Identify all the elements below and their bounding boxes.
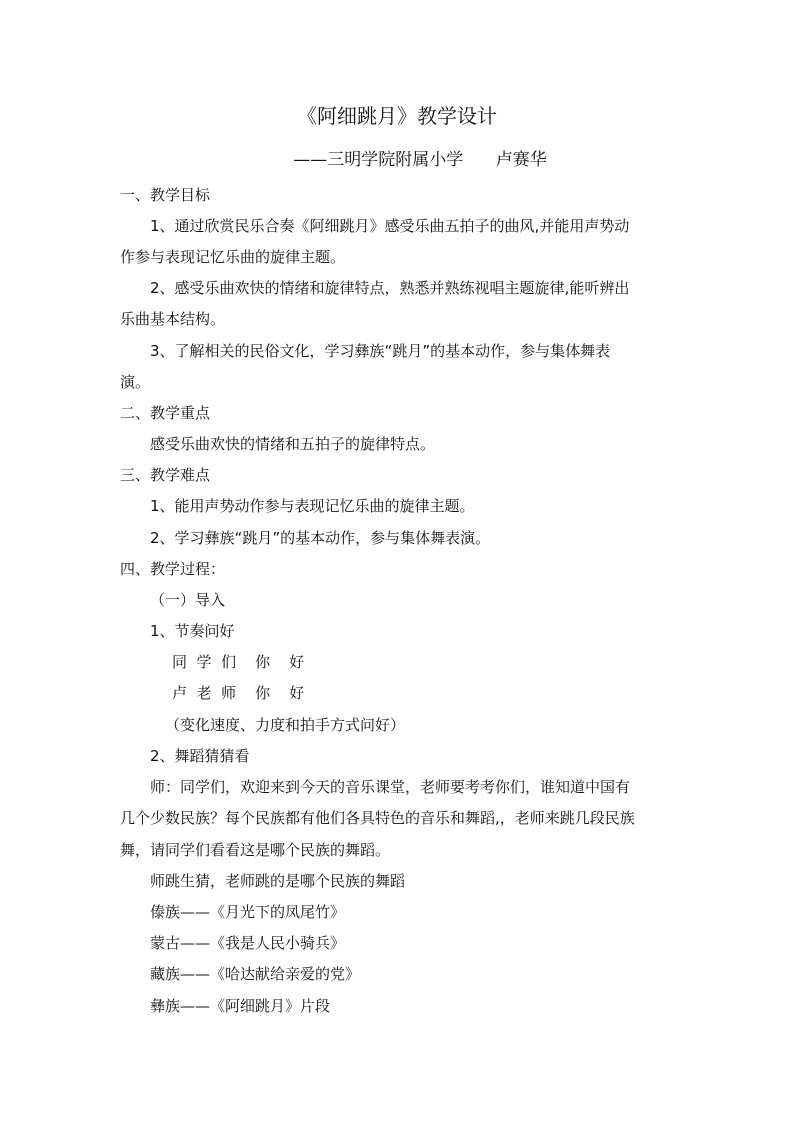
subsection-intro: （一）导入 (150, 591, 226, 609)
dance-item: 彝族——《阿细跳月》片段 (150, 997, 331, 1015)
section-heading-objectives: 一、教学目标 (120, 186, 211, 204)
objective-1-line-2: 作参与表现记忆乐曲的旋律主题。 (120, 248, 346, 266)
section-heading-process: 四、教学过程： (120, 560, 226, 578)
difficulty-2: 2、学习彝族“跳月”的基本动作，参与集体舞表演。 (150, 529, 491, 547)
document-title: 《阿细跳月》教学设计 (297, 104, 497, 128)
teacher-speech-line-2: 几个少数民族？每个民族都有他们各具特色的音乐和舞蹈,，老师来跳几段民族 (120, 809, 635, 827)
step-rhythm-greeting: 1、节奏问好 (150, 622, 235, 640)
section-heading-key-points: 二、教学重点 (120, 404, 211, 422)
difficulty-1: 1、能用声势动作参与表现记忆乐曲的旋律主题。 (150, 497, 475, 515)
dance-item: 蒙古——《我是人民小骑兵》 (150, 934, 346, 952)
objective-1-line-1: 1、通过欣赏民乐合奏《阿细跳月》感受乐曲五拍子的曲风,并能用声势动 (150, 217, 630, 235)
dance-guess-instruction: 师跳生猜，老师跳的是哪个民族的舞蹈 (150, 872, 406, 890)
section-heading-difficulties: 三、教学难点 (120, 466, 211, 484)
dance-item: 傣族——《月光下的凤尾竹》 (150, 903, 346, 921)
objective-2-line-1: 2、感受乐曲欢快的情绪和旋律特点，熟悉并熟练视唱主题旋律,能听辨出 (150, 279, 630, 297)
dance-item: 藏族——《哈达献给亲爱的党》 (150, 965, 361, 983)
step-dance-guess: 2、舞蹈猜猜看 (150, 747, 250, 765)
teacher-speech-line-3: 舞，请同学们看看这是哪个民族的舞蹈。 (120, 841, 391, 859)
document-subtitle-author: ——三明学院附属小学 卢赛华 (293, 150, 547, 170)
greeting-line-1: 同 学 们 你 好 (172, 653, 305, 671)
objective-3-line-2: 演。 (120, 373, 151, 391)
teacher-speech-line-1: 师：同学们，欢迎来到今天的音乐课堂，老师要考考你们，谁知道中国有 (150, 778, 631, 796)
objective-2-line-2: 乐曲基本结构。 (120, 310, 226, 328)
key-point-text: 感受乐曲欢快的情绪和五拍子的旋律特点。 (150, 435, 436, 453)
objective-3-line-1: 3、了解相关的民俗文化，学习彝族“跳月”的基本动作，参与集体舞表 (150, 342, 611, 360)
greeting-line-2: 卢 老 师 你 好 (172, 684, 305, 702)
greeting-note: （变化速度、力度和拍手方式问好） (165, 716, 406, 734)
